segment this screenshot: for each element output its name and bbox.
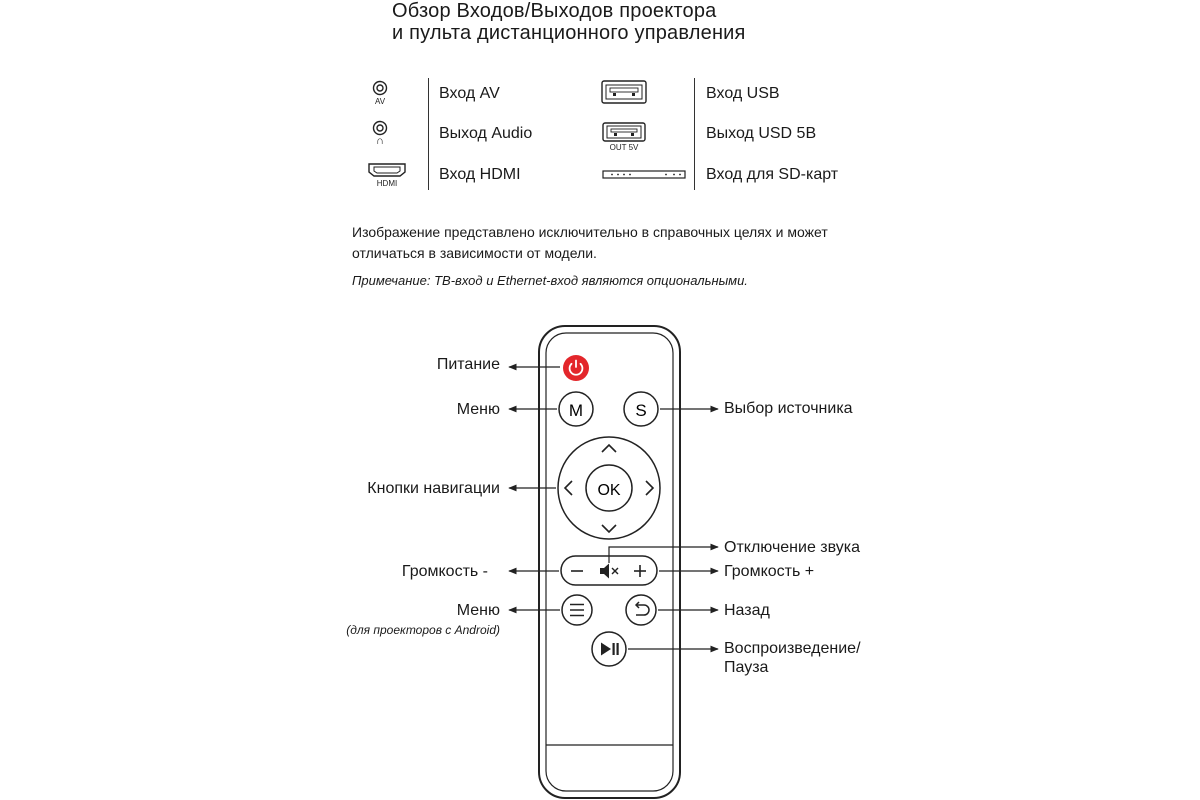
back-button[interactable]	[626, 595, 656, 625]
label-android-menu: Меню	[456, 602, 500, 619]
headphone-jack-caption: ∩	[376, 135, 384, 147]
source-button-letter: S	[635, 401, 647, 420]
usb-out-caption: OUT 5V	[609, 143, 639, 152]
label-back: Назад	[724, 602, 770, 619]
label-menu: Меню	[456, 401, 500, 418]
play-pause-button[interactable]	[592, 632, 626, 666]
port-label-sd: Вход для SD-карт	[706, 166, 839, 183]
volume-up-icon[interactable]	[634, 565, 646, 577]
mute-icon[interactable]	[600, 564, 618, 579]
android-menu-button[interactable]	[562, 595, 592, 625]
label-volume-down: Громкость -	[401, 563, 488, 580]
port-label-audio: Выход Audio	[439, 125, 533, 142]
label-navigation: Кнопки навигации	[367, 480, 500, 497]
label-mute: Отключение звука	[724, 539, 861, 556]
nav-down-icon[interactable]	[602, 525, 616, 532]
hdmi-caption: HDMI	[376, 179, 398, 188]
port-label-usb: Вход USB	[706, 85, 780, 102]
ok-button-label: OK	[597, 482, 621, 499]
label-source: Выбор источника	[724, 400, 853, 417]
disclaimer-line-1: Изображение представлено исключительно в справочных целях и может	[352, 224, 828, 240]
label-play-line-1: Воспроизведение/	[724, 640, 861, 657]
disclaimer-line-2: отличаться в зависимости от модели.	[352, 245, 597, 261]
port-label-av: Вход AV	[439, 85, 500, 102]
nav-right-icon[interactable]	[646, 481, 653, 495]
av-jack-caption: AV	[374, 97, 386, 106]
title-line-1: Обзор Входов/Выходов проектора	[392, 0, 717, 22]
label-power: Питание	[436, 356, 500, 373]
title-line-2: и пульта дистанционного управления	[392, 22, 746, 44]
optional-note: Примечание: ТВ-вход и Ethernet-вход являются опциональными.	[352, 273, 748, 288]
label-volume-up: Громкость +	[724, 563, 815, 580]
label-android-menu-note: (для проекторов с Android)	[346, 623, 500, 637]
nav-left-icon[interactable]	[565, 481, 572, 495]
callout-lines	[509, 367, 718, 649]
nav-up-icon[interactable]	[602, 445, 616, 452]
power-button[interactable]	[563, 355, 589, 381]
label-play-line-2: Пауза	[724, 659, 769, 676]
port-label-usb-out: Выход USD 5B	[706, 125, 817, 142]
port-label-hdmi: Вход HDMI	[439, 166, 521, 183]
menu-button-letter: M	[568, 401, 584, 420]
